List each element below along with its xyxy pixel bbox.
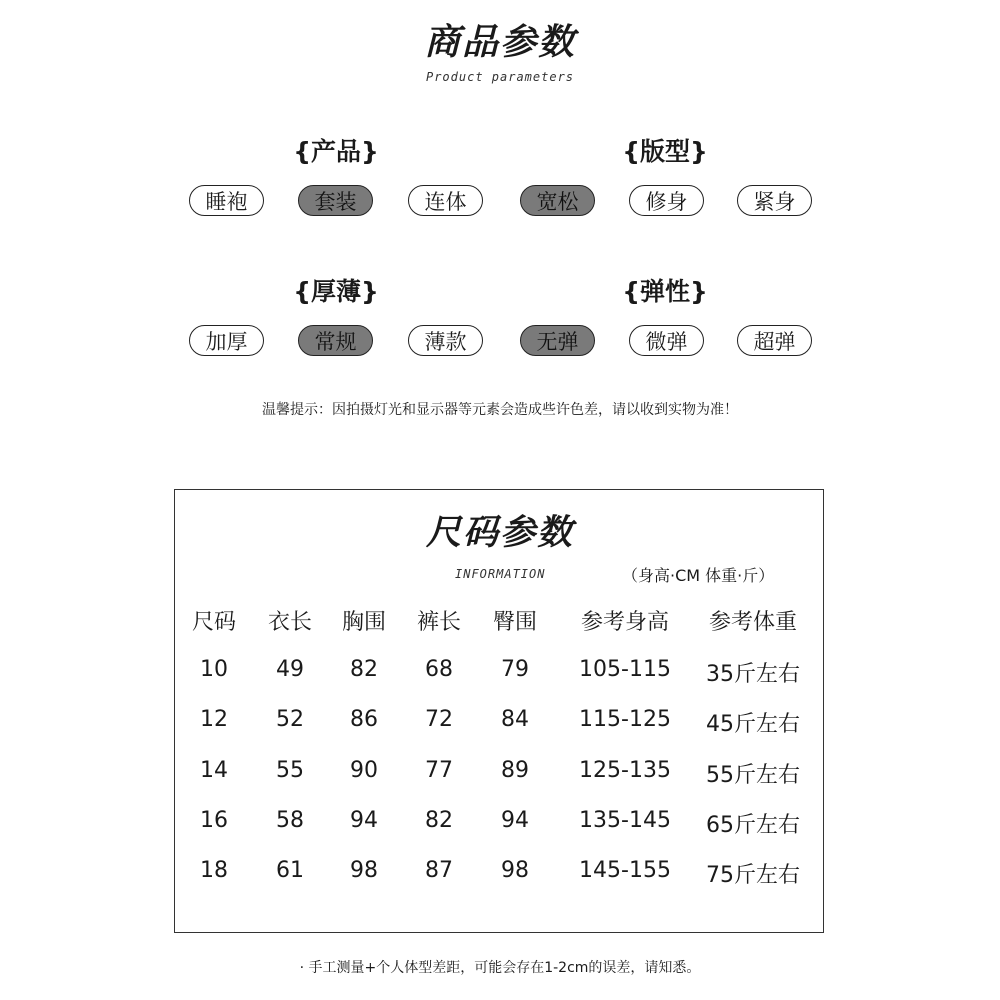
table-cell: 45斤左右 (706, 712, 800, 737)
table-cell: 105-115 (579, 657, 671, 682)
table-cell: 72 (425, 707, 453, 732)
table-cell: 98 (501, 858, 529, 883)
table-cell: 18 (200, 858, 228, 883)
table-cell: 55 (276, 758, 304, 783)
column-header-length: 衣长 (267, 610, 313, 635)
group-heading-fit: {版型} (622, 137, 708, 166)
table-cell: 35斤左右 (706, 662, 800, 687)
table-cell: 98 (350, 858, 378, 883)
column-header-chest: 胸围 (341, 610, 387, 635)
info-label: INFORMATION (455, 567, 546, 581)
table-cell: 75斤左右 (706, 863, 800, 888)
option-pill-set-selected: 套装 (298, 185, 373, 216)
table-cell: 77 (425, 758, 453, 783)
option-pill-no-stretch-selected: 无弹 (520, 325, 595, 356)
table-cell: 68 (425, 657, 453, 682)
table-cell: 89 (501, 758, 529, 783)
table-cell: 61 (276, 858, 304, 883)
table-cell: 87 (425, 858, 453, 883)
table-cell: 55斤左右 (706, 763, 800, 788)
unit-label: （身高·CM 体重·斤） (622, 566, 775, 585)
option-pill-thick: 加厚 (189, 325, 264, 356)
option-pill-robe: 睡袍 (189, 185, 264, 216)
group-heading-thickness: {厚薄} (293, 277, 379, 306)
option-pill-thin: 薄款 (408, 325, 483, 356)
column-header-size: 尺码 (191, 610, 237, 635)
table-cell: 135-145 (579, 808, 671, 833)
color-tip: 温馨提示：因拍摄灯光和显示器等元素会造成些许色差，请以收到实物为准！ (262, 402, 738, 418)
option-pill-tight: 紧身 (737, 185, 812, 216)
option-pill-regular-selected: 常规 (298, 325, 373, 356)
table-cell: 14 (200, 758, 228, 783)
measurement-note: · 手工测量+个人体型差距，可能会存在1-2cm的误差，请知悉。 (299, 960, 701, 976)
option-pill-loose-selected: 宽松 (520, 185, 595, 216)
table-cell: 94 (501, 808, 529, 833)
table-cell: 82 (350, 657, 378, 682)
option-pill-onesie: 连体 (408, 185, 483, 216)
group-heading-elasticity: {弹性} (622, 277, 708, 306)
table-cell: 79 (501, 657, 529, 682)
table-cell: 115-125 (579, 707, 671, 732)
option-pill-slight-stretch: 微弹 (629, 325, 704, 356)
table-cell: 12 (200, 707, 228, 732)
size-table-title: 尺码参数 (425, 513, 574, 553)
column-header-ref-height: 参考身高 (580, 610, 670, 635)
option-pill-slim: 修身 (629, 185, 704, 216)
table-cell: 10 (200, 657, 228, 682)
table-cell: 82 (425, 808, 453, 833)
table-cell: 52 (276, 707, 304, 732)
page-subtitle: Product parameters (425, 70, 575, 84)
table-cell: 86 (350, 707, 378, 732)
table-cell: 58 (276, 808, 304, 833)
table-cell: 49 (276, 657, 304, 682)
column-header-pants-length: 裤长 (416, 610, 462, 635)
option-pill-super-stretch: 超弹 (737, 325, 812, 356)
table-cell: 84 (501, 707, 529, 732)
page-title: 商品参数 (423, 22, 576, 63)
table-cell: 65斤左右 (706, 813, 800, 838)
table-cell: 94 (350, 808, 378, 833)
table-cell: 16 (200, 808, 228, 833)
column-header-ref-weight: 参考体重 (708, 610, 798, 635)
table-cell: 145-155 (579, 858, 671, 883)
table-cell: 125-135 (579, 758, 671, 783)
group-heading-product: {产品} (293, 137, 379, 166)
table-cell: 90 (350, 758, 378, 783)
column-header-hip: 臀围 (492, 610, 538, 635)
